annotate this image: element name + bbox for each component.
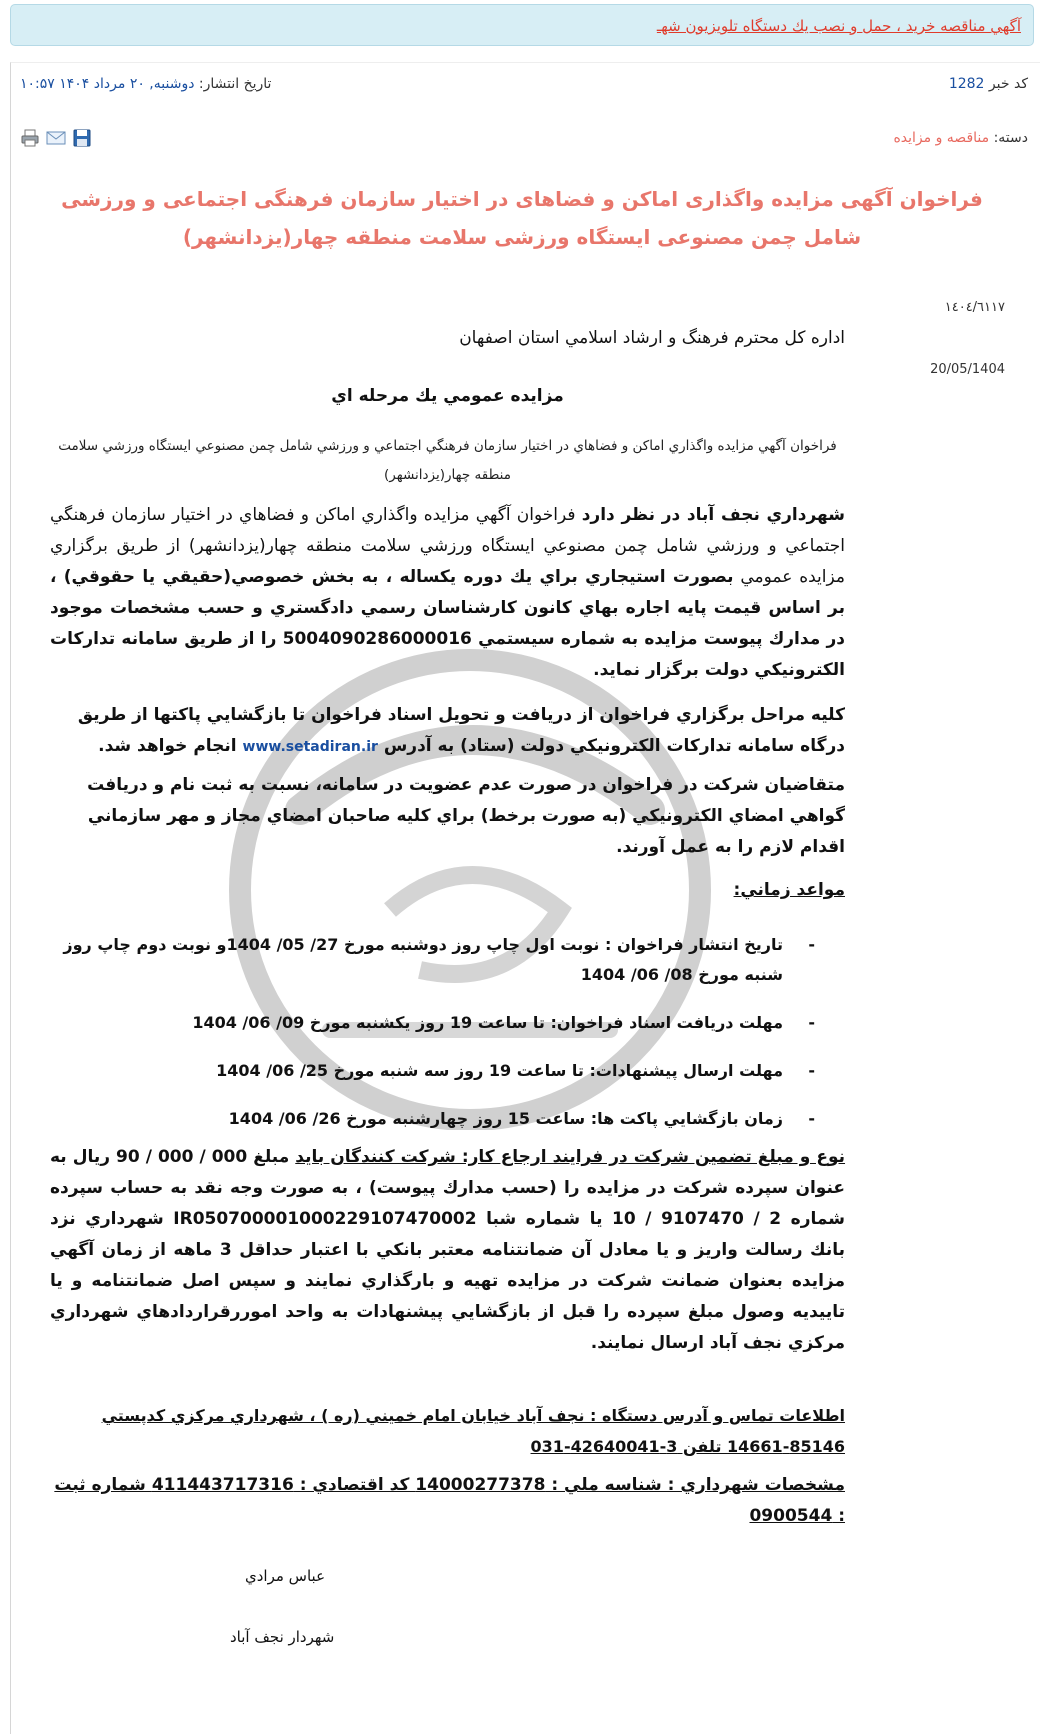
news-headline: فراخوان آگهی مزایده واگذاری اماکن و فضاهای در اختیار سازمان فرهنگی اجتماعی و ورزشی شامل چمن مصنوعی ایستگاه ورزشی سلامت منطقه چهار(یزدانشهر) <box>61 187 983 249</box>
schedule-item: - مهلت ارسال پيشنهادات: تا ساعت 19 روز سه شنبه مورخ 25/ 06/ 1404 <box>50 1056 815 1086</box>
setad-link[interactable]: www.setadiran.ir <box>242 739 378 755</box>
document-subtitle: فراخوان آگهي مزايده واگذاري اماكن و فضاهاي در اختيار سازمان فرهنگي اجتماعي و ورزشي شامل چمن مصنوعي ايستگاه ورزشي سلامت منطقه چهار(يزدانشهر) <box>58 438 837 483</box>
schedule-title: مواعد زماني: <box>733 880 845 900</box>
paragraph-process: كليه مراحل برگزاري فراخوان از دريافت و تحويل اسناد فراخوان تا بازگشايي پاكتها از طريق درگاه سامانه تداركات الكترونيكي دولت (ستاد) به آدرس www.setadiran.ir انجام خواهد شد. <box>77 705 845 756</box>
paragraph-registration: متقاضيان شركت در فراخوان در صورت عدم عضويت در سامانه، نسبت به ثبت نام و دريافت گواهي امضاي الكترونيكي (به صورت برخط) براي كليه صاحبان امضاي مجاز و مهر سازماني اقدام لازم را به عمل آورند. <box>87 775 845 857</box>
signer-name: عباس مرادي <box>245 1567 326 1585</box>
municipality-ids: مشخصات شهرداري : شناسه ملي : 14000277378 كد اقتصادي : 411443717316 شماره ثبت : 0900544 <box>54 1475 845 1526</box>
save-icon[interactable] <box>72 128 92 148</box>
document-subject: مزايده عمومي يك مرحله اي <box>331 386 564 406</box>
schedule-item: - تاريخ انتشار فراخوان : نوبت اول چاپ روز دوشنبه مورخ 27/ 05/ 1404و نوبت دوم چاپ روز شنبه مورخ 08/ 06/ 1404 <box>50 930 815 990</box>
schedule-item: - زمان بازگشايي پاكت ها: ساعت 15 روز چهارشنبه مورخ 26/ 06/ 1404 <box>50 1104 815 1134</box>
publish-date: تاریخ انتشار: دوشنبه, ۲۰ مرداد ۱۴۰۴ ۱۰:۵۷ <box>20 76 272 92</box>
schedule-item: - مهلت دريافت اسناد فراخوان: تا ساعت 19 روز يكشنبه مورخ 09/ 06/ 1404 <box>50 1008 815 1038</box>
news-meta <box>20 76 1028 98</box>
paragraph-intro: شهرداري نجف آباد در نظر دارد فراخوان آگهي مزايده واگذاري اماكن و فضاهاي در اختيار سازمان فرهنگي اجتماعي و ورزشي شامل چمن مصنوعي ايستگاه ورزشي سلامت منطقه چهار(يزدانشهر) از طريق برگزاري مزايده عمومي بصورت استيجاري براي يك دوره يكساله ، به بخش خصوصي(حقيقي يا حقوقي) ، بر اساس قيمت پايه اجاره بهاي كانون كارشناسان رسمي دادگستري و حسب مشخصات موجود در مدارك پيوست مزايده به شماره سيستمي 5004090286000016 را از طريق سامانه تداركات الكترونيكي دولت برگزار نمايد. <box>50 505 845 680</box>
email-icon[interactable] <box>46 128 66 148</box>
news-ticker[interactable] <box>10 4 1034 46</box>
category-link[interactable]: مناقصه و مزایده <box>893 130 990 146</box>
print-icon[interactable] <box>20 128 40 148</box>
recipient: اداره كل محترم فرهنگ و ارشاد اسلامي استان اصفهان <box>459 328 845 348</box>
schedule-list <box>50 930 815 1152</box>
publish-date-value: دوشنبه, ۲۰ مرداد ۱۴۰۴ ۱۰:۵۷ <box>20 76 195 92</box>
toolbar <box>20 128 92 148</box>
news-code-value: 1282 <box>948 76 985 92</box>
category: دسته: مناقصه و مزایده <box>893 130 1028 146</box>
letter-date: 20/05/1404 <box>930 362 1005 377</box>
paragraph-guarantee: نوع و مبلغ تضمين شركت در فرايند ارجاع كار: شركت كنندگان بايد مبلغ 000 / 000 / 90 ريال به عنوان سپرده شركت در مزايده را (حسب مدارك پيوست) ، به صورت وجه نقد به حساب سپرده شماره 2 / 9107470 / 10 يا شماره شبا IR050700001000229107470002 شهرداري نزد بانك رسالت واريز و يا معادل آن ضمانتنامه معتبر بانكي با اعتبار حداقل 3 ماهه از زمان آگهي مزايده بعنوان ضمانت شركت در مزايده تهيه و بارگذاري نمايند و سپس اصل ضمانتنامه و يا تاييديه وصول مبلغ سپرده را قبل از بازگشايي پيشنهادات به واحد اموررقراردادهاي شهرداري مركزي نجف آباد ارسال نمايند. <box>50 1147 846 1353</box>
letter-number: ١٤٠٤/٦١١٧ <box>944 300 1005 315</box>
signer-title: شهردار نجف آباد <box>230 1628 335 1646</box>
contact-info: اطلاعات تماس و آدرس دستگاه : نجف آباد خيابان امام خميني (ره ) ، شهرداري مركزي كدپستي 85146-14661 تلفن 3-42640041-031 <box>101 1406 845 1456</box>
news-code: کد خبر 1282 <box>948 76 1028 92</box>
ticker-link[interactable]: آگهي مناقصه خريد ، حمل و نصب يك دستگاه تلويزيون شهـ <box>656 17 1021 35</box>
